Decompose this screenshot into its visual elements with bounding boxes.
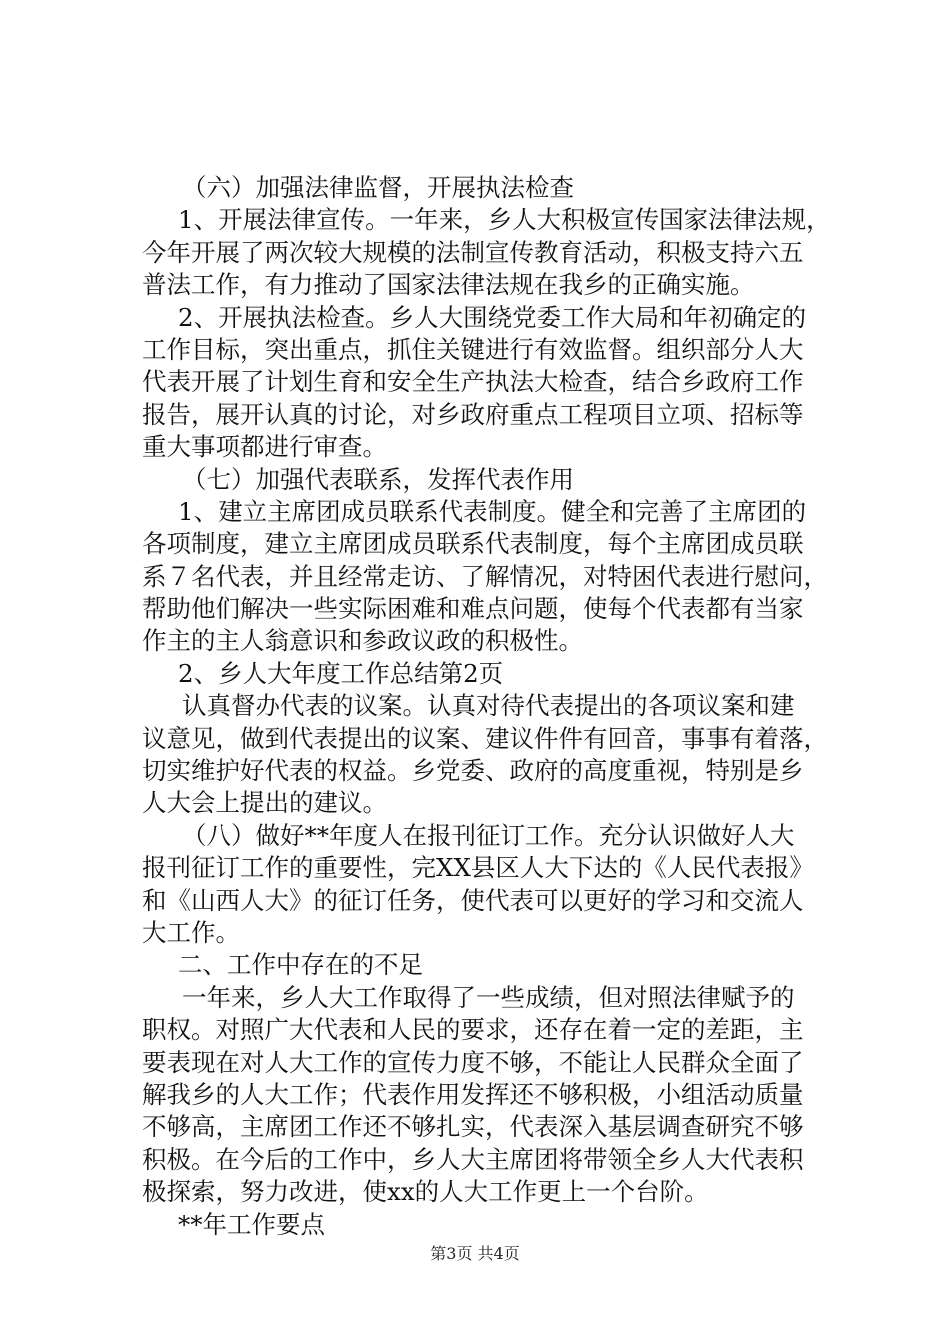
document-line: 议意见，做到代表提出的议案、建议件件有回音，事事有着落， bbox=[142, 723, 828, 753]
document-line: 人大会上提出的建议。 bbox=[142, 788, 387, 818]
document-line: 作主的主人翁意识和参政议政的积极性。 bbox=[142, 626, 583, 656]
document-line: 系７名代表，并且经常走访、了解情况，对特困代表进行慰问， bbox=[142, 561, 828, 591]
page-footer: 第3页 共4页 bbox=[430, 1244, 520, 1263]
document-line: 1、建立主席团成员联系代表制度。健全和完善了主席团的 bbox=[178, 496, 807, 526]
document-line: 普法工作，有力推动了国家法律法规在我乡的正确实施。 bbox=[142, 270, 755, 300]
document-line: 2、乡人大年度工作总结第2页 bbox=[178, 658, 504, 688]
document-line: 切实维护好代表的权益。乡党委、政府的高度重视，特别是乡 bbox=[142, 756, 804, 786]
document-line: 今年开展了两次较大规模的法制宣传教育活动，积极支持六五 bbox=[142, 237, 804, 267]
document-line: 不够高，主席团工作还不够扎实，代表深入基层调查研究不够 bbox=[142, 1112, 804, 1142]
document-line: 报刊征订工作的重要性，完XX县区人大下达的《人民代表报》 bbox=[142, 853, 814, 883]
document-line: （八）做好**年度人在报刊征订工作。充分认识做好人大 bbox=[182, 820, 795, 850]
document-line: 职权。对照广大代表和人民的要求，还存在着一定的差距，主 bbox=[142, 1015, 804, 1045]
document-line: 1、开展法律宣传。一年来，乡人大积极宣传国家法律法规， bbox=[178, 205, 831, 235]
document-line: 报告，展开认真的讨论，对乡政府重点工程项目立项、招标等 bbox=[142, 399, 804, 429]
document-line: 2、开展执法检查。乡人大围绕党委工作大局和年初确定的 bbox=[178, 302, 807, 332]
document-line: （六）加强法律监督，开展执法检查 bbox=[182, 173, 574, 202]
document-line: 极探索，努力改进，使xx的人大工作更上一个台阶。 bbox=[142, 1177, 709, 1207]
document-line: 大工作。 bbox=[142, 917, 240, 947]
document-line: 重大事项都进行审查。 bbox=[142, 432, 387, 462]
document-line: 一年来，乡人大工作取得了一些成绩，但对照法律赋予的 bbox=[182, 982, 795, 1012]
document-line: 帮助他们解决一些实际困难和难点问题，使每个代表都有当家 bbox=[142, 594, 804, 624]
document-line: 代表开展了计划生育和安全生产执法大检查，结合乡政府工作 bbox=[142, 367, 804, 397]
document-line: 解我乡的人大工作；代表作用发挥还不够积极，小组活动质量 bbox=[142, 1079, 804, 1109]
document-line: 积极。在今后的工作中，乡人大主席团将带领全乡人大代表积 bbox=[142, 1144, 804, 1174]
document-line: 各项制度，建立主席团成员联系代表制度，每个主席团成员联 bbox=[142, 529, 804, 559]
document-line: 认真督办代表的议案。认真对待代表提出的各项议案和建 bbox=[182, 691, 795, 721]
document-line: 工作目标，突出重点，抓住关键进行有效监督。组织部分人大 bbox=[142, 334, 804, 364]
document-line: 和《山西人大》的征订任务，使代表可以更好的学习和交流人 bbox=[142, 885, 804, 915]
document-body bbox=[142, 172, 842, 1241]
document-line: **年工作要点 bbox=[178, 1209, 325, 1239]
document-line: 要表现在对人大工作的宣传力度不够，不能让人民群众全面了 bbox=[142, 1047, 804, 1077]
document-line: 二、工作中存在的不足 bbox=[178, 950, 423, 980]
document-line: （七）加强代表联系，发挥代表作用 bbox=[182, 464, 574, 494]
